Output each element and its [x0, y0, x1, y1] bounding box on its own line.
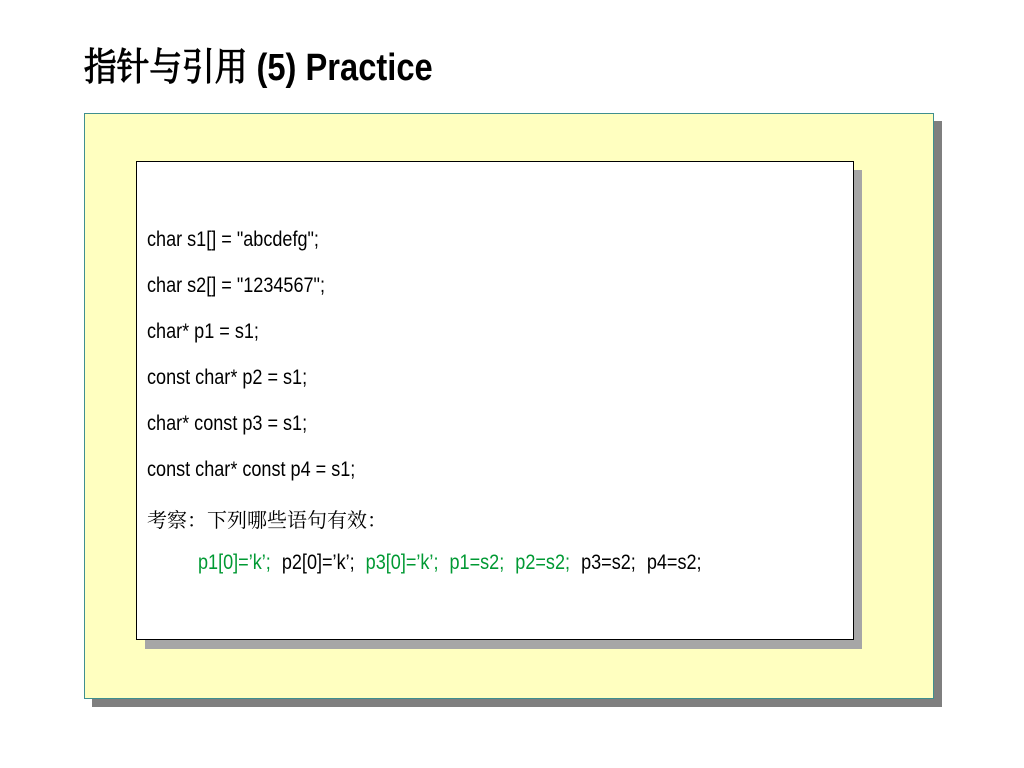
answer-item: p1=s2;: [449, 551, 505, 574]
slide-title: [84, 36, 433, 91]
code-line-s1: char s1[] = "abcdefg";: [147, 228, 319, 251]
answer-item: p2=s2;: [515, 551, 571, 574]
question-text: 考察：下列哪些语句有效：: [147, 508, 387, 532]
code-line-p4: const char* const p4 = s1;: [147, 458, 356, 481]
code-line-p1: char* p1 = s1;: [147, 320, 259, 343]
answer-item: p3[0]=’k’;: [365, 551, 439, 574]
code-line-p2: const char* p2 = s1;: [147, 366, 308, 389]
answer-item: p4=s2;: [646, 551, 702, 574]
title-rest: (5) Practice: [247, 47, 433, 89]
answer-item: p3=s2;: [581, 551, 636, 574]
answer-item: p1[0]=’k’;: [198, 551, 276, 574]
answer-list: [198, 551, 708, 575]
title-chinese: 指针与引用: [84, 45, 248, 89]
answer-item: p2[0]=’k’;: [281, 551, 355, 574]
code-line-p3: char* const p3 = s1;: [147, 412, 308, 435]
code-line-s2: char s2[] = "1234567";: [147, 274, 325, 297]
